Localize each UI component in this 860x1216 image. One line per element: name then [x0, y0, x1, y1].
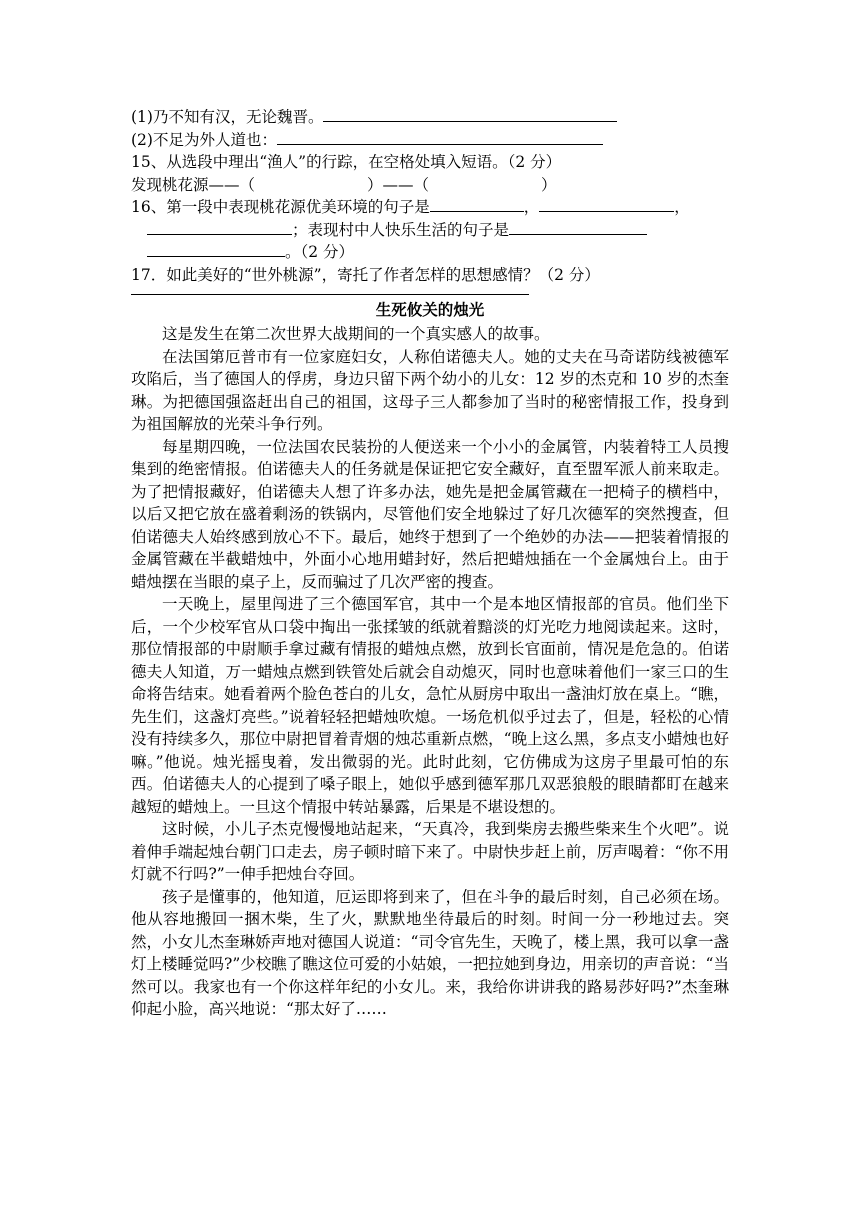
question-16-end: 。（2 分）: [285, 243, 355, 261]
question-16-line-3: [131, 241, 729, 264]
answer-blank-16-3[interactable]: [147, 219, 292, 235]
question-14-1: [131, 106, 729, 129]
answer-blank-14-1[interactable]: [323, 106, 617, 122]
article-paragraph-3: 每星期四晚，一位法国农民装扮的人便送来一个小小的金属管，内装着特工人员搜集到的绝密情报。伯诺德夫人的任务就是保证把它安全藏好，直至盟军派人前来取走。为了把情报藏好，伯诺德夫人想了许多办法，她先是把金属管藏在一把椅子的横档中，以后又把它放在盛着剩汤的铁锅内，尽管他们安全地躲过了好几次德军的突然搜查，但伯诺德夫人始终感到放心不下。最后，她终于想到了一个绝妙的办法——把装着情报的金属管藏在半截蜡烛中，外面小心地用蜡封好，然后把蜡烛插在一个金属烛台上。由于蜡烛摆在当眼的桌子上，反而骗过了几次严密的搜查。: [131, 437, 729, 591]
question-15-start: 发现桃花源——（: [131, 175, 256, 194]
question-16-line-1: [131, 196, 729, 219]
article-paragraph-2: 在法国第厄普市有一位家庭妇女，人称伯诺德夫人。她的丈夫在马奇诺防线被德军攻陷后，当了德国人的俘虏，身边只留下两个幼小的儿女：12 岁的杰克和 10 岁的杰奎琳。为把德国强盗赶出自己的祖国，这母子三人都参加了当时的秘密情报工作，投身到为祖国解放的光荣斗争行列。: [131, 347, 729, 433]
question-15-answer-line: [131, 174, 729, 197]
article-paragraph-4: 一天晚上，屋里闯进了三个德国军官，其中一个是本地区情报部的官员。他们坐下后，一个少校军官从口袋中掏出一张揉皱的纸就着黯淡的灯光吃力地阅读起来。这时，那位情报部的中尉顺手拿过藏有情报的蜡烛点燃，放到长官面前，情况是危急的。伯诺德夫人知道，万一蜡烛点燃到铁管处后就会自动熄灭，同时也意味着他们一家三口的生命将告结束。她看着两个脸色苍白的儿女，急忙从厨房中取出一盏油灯放在桌上。“瞧，先生们，这盏灯亮些。”说着轻轻把蜡烛吹熄。一场危机似乎过去了，但是，轻松的心情没有持续多久，那位中尉把冒着青烟的烛芯重新点燃，“晚上这么黑，多点支小蜡烛也好嘛。”他说。烛光摇曳着，发出微弱的光。此时此刻，它仿佛成为这房子里最可怕的东西。伯诺德夫人的心提到了嗓子眼上，她似乎感到德军那几双恶狼般的眼睛都盯在越来越短的蜡烛上。一旦这个情报中转站暴露，后果是不堪设想的。: [131, 595, 729, 816]
question-16-semi: ；表现村中人快乐生活的句子是: [292, 220, 510, 239]
question-16-comma-1: ，: [523, 198, 540, 216]
page-content: [131, 106, 729, 1021]
article-paragraph-1: 这是发生在第二次世界大战期间的一个真实感人的故事。: [162, 325, 550, 343]
answer-blank-16-2[interactable]: [539, 196, 674, 212]
question-17-prompt: 17．如此美好的“世外桃源”，寄托了作者怎样的思想感情？（2 分）: [131, 265, 600, 284]
question-16-line-2: [131, 219, 729, 242]
question-16-prompt: 16、第一段中表现桃花源优美环境的句子是: [131, 198, 430, 216]
answer-blank-16-1[interactable]: [430, 196, 524, 212]
question-15-end: ）: [541, 175, 557, 194]
answer-blank-16-4[interactable]: [509, 219, 647, 235]
question-14-2-text: (2)不足为外人道也：: [131, 130, 277, 149]
answer-line-17[interactable]: [131, 286, 529, 295]
answer-blank-16-5[interactable]: [147, 241, 285, 257]
question-14-2: [131, 129, 729, 152]
article-paragraph-5: 这时候，小儿子杰克慢慢地站起来，“天真冷，我到柴房去搬些柴来生个火吧”。说着伸手端起烛台朝门口走去，房子顿时暗下来了。中尉快步赶上前，厉声喝着：“你不用灯就不行吗?”一伸手把烛台夺回。: [131, 820, 729, 883]
article-paragraph-6: 孩子是懂事的，他知道，厄运即将到来了，但在斗争的最后时刻，自己必须在场。他从容地搬回一捆木柴，生了火，默默地坐待最后的时刻。时间一分一秒地过去。突然，小女儿杰奎琳娇声地对德国人说道：“司令官先生，天晚了，楼上黑，我可以拿一盏灯上楼睡觉吗?”少校瞧了瞧这位可爱的小姑娘，一把拉她到身边，用亲切的声音说：“当然可以。我家也有一个你这样年纪的小女儿。来，我给你讲讲我的路易莎好吗?”杰奎琳仰起小脸，高兴地说：“那太好了……: [131, 887, 729, 1018]
question-15-prompt: 15、从选段中理出“渔人”的行踪，在空格处填入短语。（2 分）: [131, 153, 562, 171]
answer-blank-14-2[interactable]: [277, 129, 603, 145]
article-title: 生死攸关的烛光: [375, 300, 485, 319]
question-14-1-text: (1)乃不知有汉，无论魏晋。: [131, 108, 324, 126]
question-16-comma-2: ，: [674, 198, 690, 216]
question-15-mid: ）——（: [367, 175, 430, 194]
